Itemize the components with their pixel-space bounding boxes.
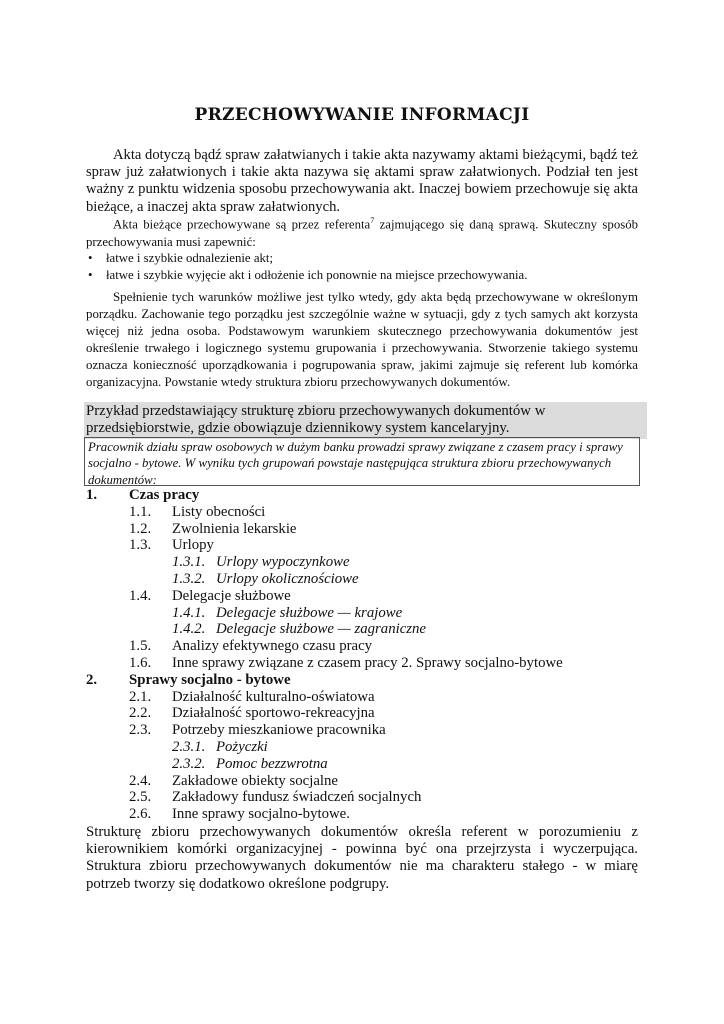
structure-item-label: Delegacje służbowe — zagraniczne <box>216 621 427 638</box>
structure-item-number: 2.1. <box>129 688 152 705</box>
structure-item-number: 1.3.2. <box>172 570 206 587</box>
paragraph-conclusion: Strukturę zbioru przechowywanych dokumentów określa referent w porozumieniu z kierownikiem komórki organizacyjnej - powinna być ona przejrzysta i wyczerpująca. Struktura zbioru przechowywanych dokumentów nie ma charakteru stałego - w miarę potrzeb tworzy się dodatkowo określone podgrupy. <box>86 824 638 892</box>
paragraph-current-files-text-a: Akta bieżące przechowywane są przez referenta <box>113 217 371 232</box>
structure-item-label: Delegacje służbowe <box>172 587 291 604</box>
structure-item-label: Sprawy socjalno - bytowe <box>129 671 291 688</box>
structure-item-label: Potrzeby mieszkaniowe pracownika <box>172 722 386 739</box>
structure-item-level-2 <box>86 638 646 655</box>
structure-item-number: 2.3.2. <box>172 755 206 772</box>
structure-item-level-2 <box>86 537 646 554</box>
example-heading-highlight: Przykład przedstawiający strukturę zbioru przechowywanych dokumentów w przedsiębiorstwie, gdzie obowiązuje dziennikowy system kancelaryjny. <box>84 402 647 439</box>
structure-item-level-3 <box>86 571 646 588</box>
requirement-item: • łatwe i szybkie odnalezienie akt; <box>86 250 527 267</box>
structure-item-label: Zakładowe obiekty socjalne <box>172 772 338 789</box>
structure-item-level-3 <box>86 756 646 773</box>
structure-item-level-2 <box>86 689 646 706</box>
structure-item-number: 2.3.1. <box>172 738 206 755</box>
structure-item-number: 2. <box>86 671 98 688</box>
structure-item-level-3 <box>86 739 646 756</box>
structure-item-label: Zwolnienia lekarskie <box>172 520 297 537</box>
paragraph-order: Spełnienie tych warunków możliwe jest tylko wtedy, gdy akta będą przechowywane w określonym porządku. Zachowanie tego porządku jest szczególnie ważne w sytuacji, gdy z tych samych akt korzysta więcej niż jedna osoba. Podstawowym warunkiem skutecznego przechowywania dokumentów jest określenie trwałego i logicznego systemu grupowania i przechowywania. Stworzenie takiego systemu oznacza konieczność uporządkowania i pogrupowania spraw, jakimi zajmuje się referent lub komórka organizacyjna. Powstanie wtedy struktura zbioru przechowywanych dokumentów. <box>86 290 638 389</box>
structure-item-number: 2.3. <box>129 722 152 739</box>
structure-item-level-3 <box>86 605 646 622</box>
structure-item-number: 1.4.2. <box>172 621 206 638</box>
structure-item-label: Listy obecności <box>172 503 266 520</box>
structure-item-number: 1.1. <box>129 503 152 520</box>
structure-item-level-2 <box>86 588 646 605</box>
structure-item-number: 1.4. <box>129 587 152 604</box>
structure-item-number: 2.2. <box>129 705 152 722</box>
structure-item-number: 1.2. <box>129 520 152 537</box>
structure-item-level-3 <box>86 621 646 638</box>
structure-item-number: 1.4.1. <box>172 604 206 621</box>
structure-item-level-2 <box>86 806 646 823</box>
structure-item-level-3 <box>86 554 646 571</box>
structure-item-label: Urlopy wypoczynkowe <box>216 554 350 571</box>
structure-item-number: 2.4. <box>129 772 152 789</box>
document-structure-list <box>86 487 646 823</box>
structure-item-level-2 <box>86 722 646 739</box>
structure-item-level-2 <box>86 789 646 806</box>
structure-item-label: Inne sprawy związane z czasem pracy 2. Sprawy socjalno-bytowe <box>172 654 563 671</box>
structure-item-number: 1.5. <box>129 638 152 655</box>
structure-item-level-2 <box>86 504 646 521</box>
structure-item-label: Urlopy <box>172 537 214 554</box>
structure-item-label: Zakładowy fundusz świadczeń socjalnych <box>172 789 422 806</box>
structure-item-label: Analizy efektywnego czasu pracy <box>172 638 373 655</box>
structure-item-number: 1.6. <box>129 654 152 671</box>
requirement-item: • łatwe i szybkie wyjęcie akt i odłożenie ich ponownie na miejsce przechowywania. <box>86 267 527 284</box>
structure-item-level-2 <box>86 521 646 538</box>
structure-item-label: Pomoc bezzwrotna <box>216 755 328 772</box>
structure-item-label: Czas pracy <box>129 487 200 503</box>
page-title: PRZECHOWYWANIE INFORMACJI <box>194 105 530 125</box>
paragraph-current-files <box>86 212 638 251</box>
structure-item-number: 2.6. <box>129 806 152 823</box>
structure-item-label: Pożyczki <box>216 738 268 755</box>
structure-item-label: Inne sprawy socjalno-bytowe. <box>172 806 350 823</box>
structure-item-label: Urlopy okolicznościowe <box>216 570 359 587</box>
structure-item-number: 1. <box>86 487 98 503</box>
example-description-box: Pracownik działu spraw osobowych w dużym banku prowadzi sprawy związane z czasem pracy i sprawy socjalno - bytowe. W wyniku tych grupowań powstaje następująca struktura zbioru przechowywanych dokumentów: <box>84 437 640 486</box>
structure-item-number: 2.5. <box>129 789 152 806</box>
structure-item-label: Działalność sportowo-rekreacyjna <box>172 705 375 722</box>
structure-item-number: 1.3.1. <box>172 554 206 571</box>
structure-item-level-2 <box>86 655 646 672</box>
structure-item-level-1 <box>86 487 646 504</box>
paragraph-current-files-text-b: zajmującego się daną sprawą. Skuteczny sposób przechowywania musi zapewnić: <box>86 217 638 250</box>
structure-item-label: Działalność kulturalno-oświatowa <box>172 688 375 705</box>
footnote-marker: 7 <box>370 216 375 225</box>
structure-item-level-2 <box>86 705 646 722</box>
structure-item-level-1 <box>86 672 646 689</box>
structure-item-label: Delegacje służbowe — krajowe <box>216 604 403 621</box>
paragraph-intro: Akta dotyczą bądź spraw załatwianych i takie akta nazywamy aktami bieżącymi, bądź też spraw już załatwionych i takie akta nazywa się aktami spraw załatwionych. Podział ten jest ważny z punktu widzenia sposobu przechowywania akt. Inaczej bowiem przechowuje się akta bieżące, a inaczej akta spraw załatwionych. <box>86 147 638 215</box>
requirements-list <box>86 250 527 284</box>
structure-item-number: 1.3. <box>129 537 152 554</box>
structure-item-level-2 <box>86 773 646 790</box>
